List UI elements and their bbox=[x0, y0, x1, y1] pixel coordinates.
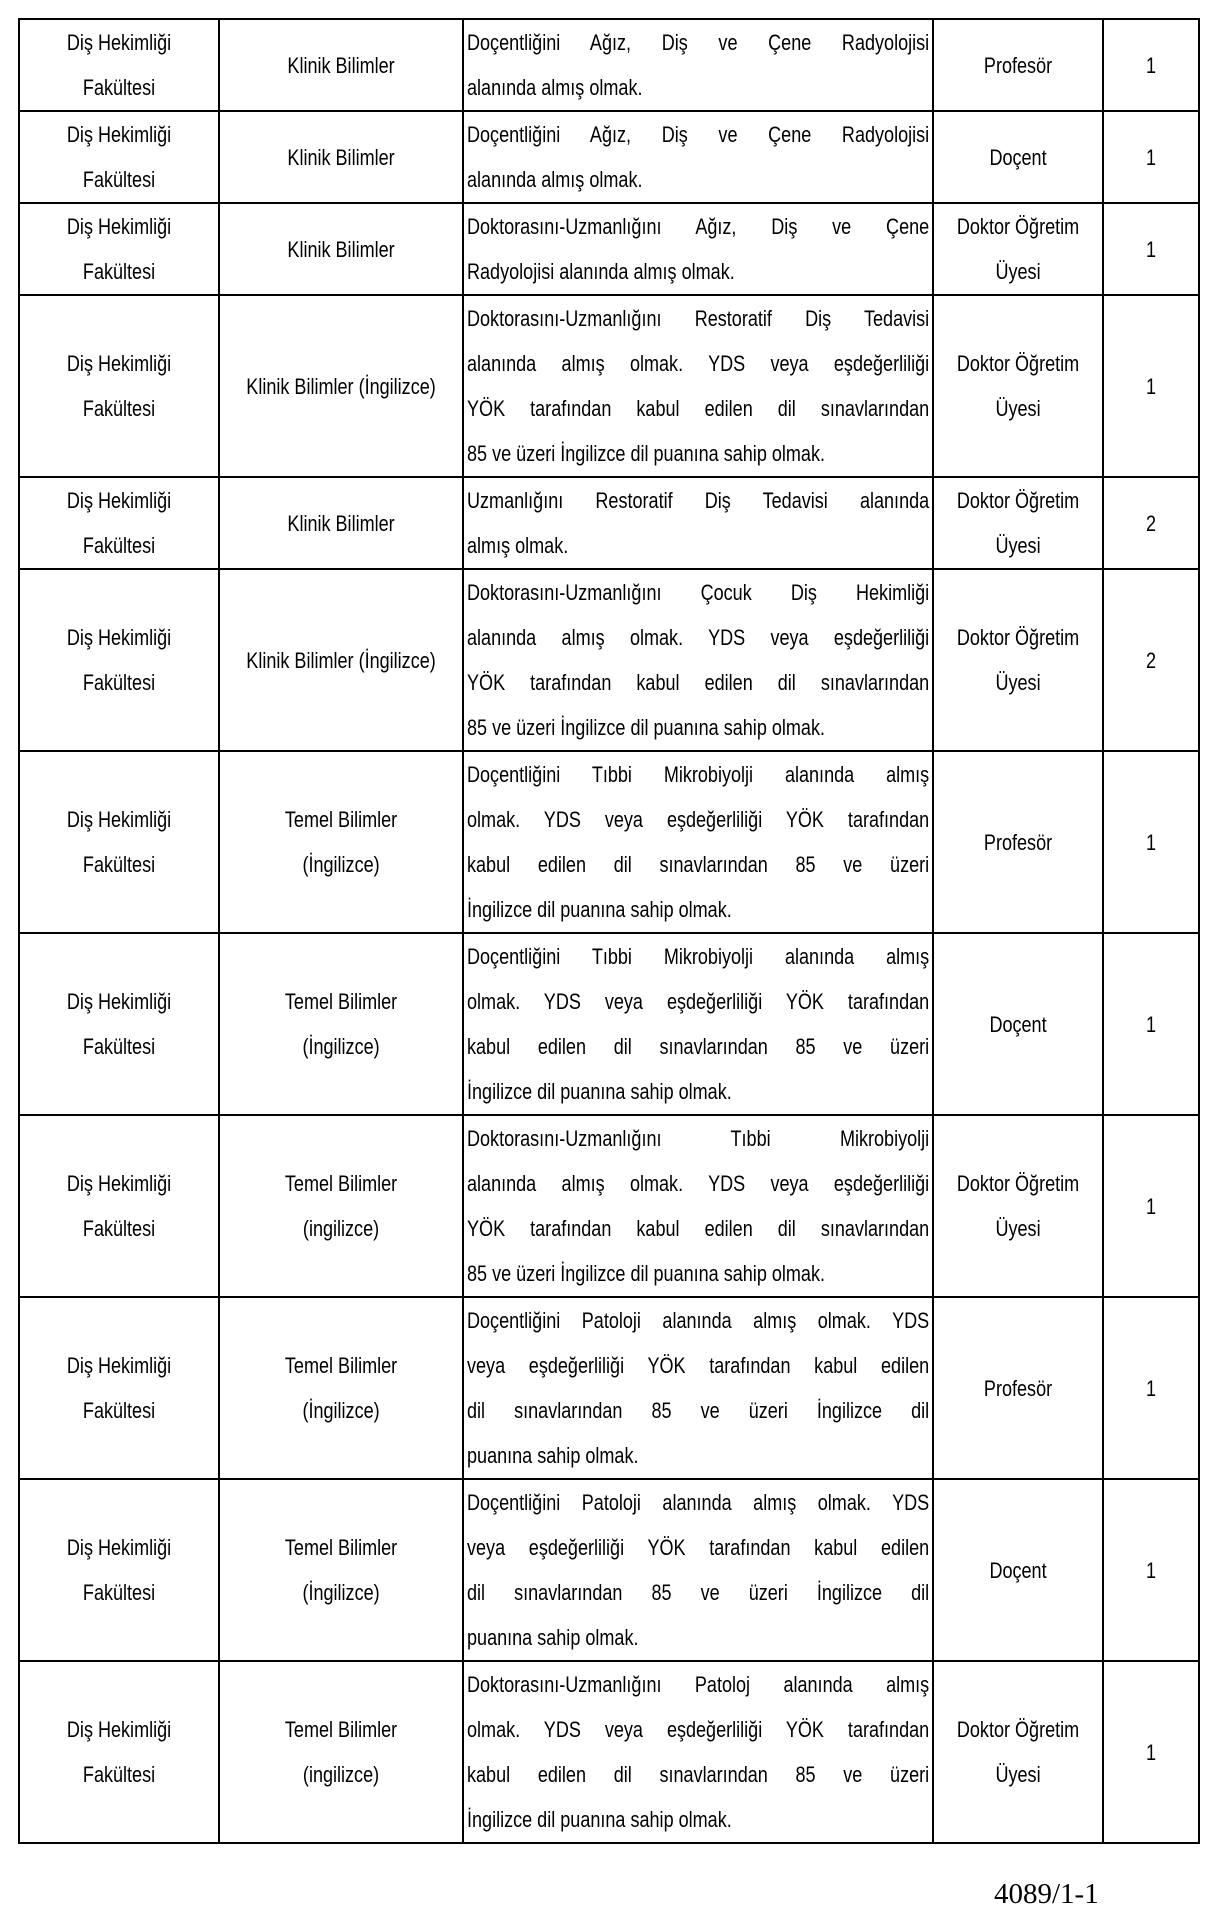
title-cell-line: Doktor Öğretim bbox=[956, 1171, 1080, 1196]
count-cell bbox=[1103, 751, 1199, 933]
department-cell-line: Klinik Bilimler bbox=[287, 510, 395, 536]
department-cell-line: Temel Bilimler bbox=[284, 1171, 398, 1196]
title-cell bbox=[933, 751, 1103, 933]
requirement-cell bbox=[463, 1661, 933, 1843]
faculty-cell-line: Diş Hekimliği bbox=[66, 1717, 172, 1742]
requirement-cell-line: İngilizce dil puanına sahip olmak. bbox=[467, 1079, 732, 1104]
faculty-cell-line: Diş Hekimliği bbox=[66, 807, 172, 832]
requirement-cell-line: 85 ve üzeri İngilizce dil puanına sahip olmak. bbox=[467, 715, 826, 740]
department-cell bbox=[219, 295, 463, 477]
title-cell-line: Üyesi bbox=[995, 259, 1041, 284]
department-cell-line: (ingilizce) bbox=[302, 1762, 380, 1787]
count-cell bbox=[1103, 1297, 1199, 1479]
count-cell bbox=[1103, 569, 1199, 751]
title-cell bbox=[933, 1479, 1103, 1661]
department-cell-line: (İngilizce) bbox=[302, 1580, 380, 1605]
department-cell-line: Klinik Bilimler (İngilizce) bbox=[246, 647, 436, 673]
count-cell-line: 1 bbox=[1145, 1739, 1157, 1765]
faculty-cell bbox=[19, 933, 219, 1115]
faculty-cell-line: Diş Hekimliği bbox=[66, 351, 172, 376]
department-cell bbox=[219, 1297, 463, 1479]
table-row bbox=[19, 203, 1199, 295]
table-row bbox=[19, 1479, 1199, 1661]
count-cell bbox=[1103, 933, 1199, 1115]
title-cell-line: Üyesi bbox=[995, 396, 1041, 421]
department-cell-line: Temel Bilimler bbox=[284, 1717, 398, 1742]
title-cell bbox=[933, 569, 1103, 751]
count-cell bbox=[1103, 19, 1199, 111]
faculty-cell-line: Diş Hekimliği bbox=[66, 122, 172, 147]
requirement-cell-line: Radyolojisi alanında almış olmak. bbox=[467, 259, 735, 284]
faculty-cell-line: Fakültesi bbox=[82, 852, 156, 877]
title-cell-line: Üyesi bbox=[995, 670, 1041, 695]
count-cell-line: 1 bbox=[1145, 52, 1157, 78]
title-cell-line: Doçent bbox=[989, 1011, 1047, 1037]
requirement-cell-line: Doçentliğini Tıbbi Mikrobiyolji alanında almış bbox=[467, 762, 930, 787]
faculty-cell-line: Fakültesi bbox=[82, 533, 156, 558]
requirement-cell bbox=[463, 295, 933, 477]
table-row bbox=[19, 569, 1199, 751]
title-cell bbox=[933, 933, 1103, 1115]
requirement-cell-line: Doçentliğini Patoloji alanında almış olmak. YDS bbox=[467, 1490, 930, 1515]
requirement-cell-line: alanında almış olmak. bbox=[467, 75, 643, 100]
count-cell bbox=[1103, 203, 1199, 295]
requirement-cell-line: Doktorasını-Uzmanlığını Patoloj alanında almış bbox=[467, 1672, 930, 1697]
faculty-cell bbox=[19, 1115, 219, 1297]
requirement-cell bbox=[463, 111, 933, 203]
faculty-cell-line: Fakültesi bbox=[82, 1216, 156, 1241]
title-cell-line: Doktor Öğretim bbox=[956, 488, 1080, 513]
count-cell-line: 1 bbox=[1145, 829, 1157, 855]
count-cell-line: 1 bbox=[1145, 1011, 1157, 1037]
faculty-cell bbox=[19, 1479, 219, 1661]
department-cell bbox=[219, 477, 463, 569]
faculty-cell-line: Diş Hekimliği bbox=[66, 625, 172, 650]
department-cell-line: (İngilizce) bbox=[302, 1398, 380, 1423]
department-cell bbox=[219, 203, 463, 295]
faculty-cell-line: Diş Hekimliği bbox=[66, 1535, 172, 1560]
faculty-cell bbox=[19, 1297, 219, 1479]
requirement-cell-line: Doktorasını-Uzmanlığını Tıbbi Mikrobiyolji bbox=[467, 1126, 930, 1151]
department-cell-line: (İngilizce) bbox=[302, 852, 380, 877]
count-cell bbox=[1103, 111, 1199, 203]
count-cell-line: 1 bbox=[1145, 373, 1157, 399]
requirement-cell-line: YÖK tarafından kabul edilen dil sınavlarından bbox=[467, 1216, 930, 1241]
positions-table bbox=[18, 18, 1200, 1844]
faculty-cell bbox=[19, 477, 219, 569]
requirement-cell-line: almış olmak. bbox=[467, 533, 569, 558]
title-cell-line: Doçent bbox=[989, 144, 1047, 170]
faculty-cell-line: Diş Hekimliği bbox=[66, 1353, 172, 1378]
requirement-cell bbox=[463, 751, 933, 933]
requirement-cell-line: İngilizce dil puanına sahip olmak. bbox=[467, 1807, 732, 1832]
faculty-cell-line: Fakültesi bbox=[82, 670, 156, 695]
requirement-cell-line: kabul edilen dil sınavlarından 85 ve üzeri bbox=[467, 1762, 930, 1787]
department-cell bbox=[219, 1115, 463, 1297]
requirement-cell-line: puanına sahip olmak. bbox=[467, 1443, 639, 1468]
requirement-cell-line: alanında almış olmak. bbox=[467, 167, 643, 192]
count-cell bbox=[1103, 1479, 1199, 1661]
department-cell-line: Klinik Bilimler (İngilizce) bbox=[246, 373, 436, 399]
faculty-cell bbox=[19, 295, 219, 477]
faculty-cell-line: Fakültesi bbox=[82, 396, 156, 421]
title-cell-line: Üyesi bbox=[995, 1762, 1041, 1787]
faculty-cell-line: Diş Hekimliği bbox=[66, 30, 172, 55]
table-row bbox=[19, 1115, 1199, 1297]
title-cell-line: Doktor Öğretim bbox=[956, 351, 1080, 376]
title-cell bbox=[933, 19, 1103, 111]
requirement-cell-line: Doktorasını-Uzmanlığını Çocuk Diş Hekimliği bbox=[467, 580, 930, 605]
faculty-cell-line: Diş Hekimliği bbox=[66, 989, 172, 1014]
count-cell-line: 1 bbox=[1145, 144, 1157, 170]
title-cell-line: Doktor Öğretim bbox=[956, 1717, 1080, 1742]
requirement-cell-line: alanında almış olmak. YDS veya eşdeğerliliği bbox=[467, 351, 930, 376]
title-cell-line: Doktor Öğretim bbox=[956, 214, 1080, 239]
title-cell bbox=[933, 1115, 1103, 1297]
count-cell bbox=[1103, 295, 1199, 477]
requirement-cell-line: Doçentliğini Patoloji alanında almış olmak. YDS bbox=[467, 1308, 930, 1333]
requirement-cell-line: YÖK tarafından kabul edilen dil sınavlarından bbox=[467, 670, 930, 695]
department-cell bbox=[219, 111, 463, 203]
faculty-cell-line: Fakültesi bbox=[82, 1580, 156, 1605]
requirement-cell-line: Doçentliğini Ağız, Diş ve Çene Radyolojisi bbox=[467, 30, 930, 55]
department-cell bbox=[219, 19, 463, 111]
requirement-cell-line: veya eşdeğerliliği YÖK tarafından kabul edilen bbox=[467, 1535, 930, 1560]
faculty-cell bbox=[19, 751, 219, 933]
title-cell-line: Doktor Öğretim bbox=[956, 625, 1080, 650]
requirement-cell-line: olmak. YDS veya eşdeğerliliği YÖK tarafından bbox=[467, 989, 930, 1014]
faculty-cell-line: Fakültesi bbox=[82, 1398, 156, 1423]
requirement-cell-line: Doçentliğini Ağız, Diş ve Çene Radyolojisi bbox=[467, 122, 930, 147]
department-cell-line: Temel Bilimler bbox=[284, 807, 398, 832]
department-cell bbox=[219, 569, 463, 751]
requirement-cell-line: Doktorasını-Uzmanlığını Restoratif Diş Tedavisi bbox=[467, 306, 930, 331]
department-cell-line: Klinik Bilimler bbox=[287, 236, 395, 262]
count-cell-line: 1 bbox=[1145, 1375, 1157, 1401]
department-cell-line: Klinik Bilimler bbox=[287, 52, 395, 78]
count-cell-line: 1 bbox=[1145, 1193, 1157, 1219]
requirement-cell-line: alanında almış olmak. YDS veya eşdeğerliliği bbox=[467, 1171, 930, 1196]
table-row bbox=[19, 111, 1199, 203]
title-cell-line: Doçent bbox=[989, 1557, 1047, 1583]
faculty-cell bbox=[19, 19, 219, 111]
requirement-cell bbox=[463, 1115, 933, 1297]
requirement-cell bbox=[463, 1479, 933, 1661]
title-cell bbox=[933, 1297, 1103, 1479]
requirement-cell-line: Doktorasını-Uzmanlığını Ağız, Diş ve Çene bbox=[467, 214, 930, 239]
count-cell bbox=[1103, 477, 1199, 569]
table-row bbox=[19, 933, 1199, 1115]
count-cell-line: 1 bbox=[1145, 236, 1157, 262]
department-cell bbox=[219, 1661, 463, 1843]
count-cell-line: 1 bbox=[1145, 1557, 1157, 1583]
faculty-cell-line: Fakültesi bbox=[82, 259, 156, 284]
faculty-cell bbox=[19, 569, 219, 751]
department-cell-line: Klinik Bilimler bbox=[287, 144, 395, 170]
department-cell bbox=[219, 751, 463, 933]
faculty-cell-line: Fakültesi bbox=[82, 1762, 156, 1787]
requirement-cell-line: dil sınavlarından 85 ve üzeri İngilizce dil bbox=[467, 1580, 930, 1605]
faculty-cell-line: Diş Hekimliği bbox=[66, 214, 172, 239]
faculty-cell-line: Diş Hekimliği bbox=[66, 1171, 172, 1196]
department-cell-line: (İngilizce) bbox=[302, 1034, 380, 1059]
requirement-cell-line: dil sınavlarından 85 ve üzeri İngilizce dil bbox=[467, 1398, 930, 1423]
table-row bbox=[19, 19, 1199, 111]
requirement-cell-line: puanına sahip olmak. bbox=[467, 1625, 639, 1650]
faculty-cell bbox=[19, 203, 219, 295]
requirement-cell bbox=[463, 569, 933, 751]
table-row bbox=[19, 751, 1199, 933]
requirement-cell-line: kabul edilen dil sınavlarından 85 ve üzeri bbox=[467, 852, 930, 877]
title-cell-line: Profesör bbox=[983, 1375, 1053, 1401]
table-row bbox=[19, 1661, 1199, 1843]
requirement-cell-line: Uzmanlığını Restoratif Diş Tedavisi alanında bbox=[467, 488, 930, 513]
faculty-cell bbox=[19, 111, 219, 203]
faculty-cell-line: Fakültesi bbox=[82, 167, 156, 192]
requirement-cell-line: olmak. YDS veya eşdeğerliliği YÖK tarafından bbox=[467, 807, 930, 832]
requirement-cell bbox=[463, 933, 933, 1115]
title-cell bbox=[933, 1661, 1103, 1843]
page-reference: 4089/1-1 bbox=[994, 1878, 1099, 1910]
requirement-cell bbox=[463, 477, 933, 569]
table-row bbox=[19, 295, 1199, 477]
department-cell-line: Temel Bilimler bbox=[284, 1353, 398, 1378]
title-cell-line: Üyesi bbox=[995, 533, 1041, 558]
faculty-cell-line: Diş Hekimliği bbox=[66, 488, 172, 513]
requirement-cell bbox=[463, 203, 933, 295]
department-cell-line: Temel Bilimler bbox=[284, 1535, 398, 1560]
department-cell bbox=[219, 933, 463, 1115]
faculty-cell-line: Fakültesi bbox=[82, 1034, 156, 1059]
title-cell-line: Profesör bbox=[983, 829, 1053, 855]
requirement-cell-line: veya eşdeğerliliği YÖK tarafından kabul edilen bbox=[467, 1353, 930, 1378]
requirement-cell bbox=[463, 1297, 933, 1479]
department-cell-line: (ingilizce) bbox=[302, 1216, 380, 1241]
title-cell bbox=[933, 295, 1103, 477]
title-cell bbox=[933, 477, 1103, 569]
faculty-cell-line: Fakültesi bbox=[82, 75, 156, 100]
positions-table-body bbox=[19, 19, 1199, 1843]
faculty-cell bbox=[19, 1661, 219, 1843]
title-cell bbox=[933, 203, 1103, 295]
requirement-cell bbox=[463, 19, 933, 111]
requirement-cell-line: kabul edilen dil sınavlarından 85 ve üzeri bbox=[467, 1034, 930, 1059]
count-cell-line: 2 bbox=[1145, 510, 1157, 536]
title-cell-line: Üyesi bbox=[995, 1216, 1041, 1241]
requirement-cell-line: YÖK tarafından kabul edilen dil sınavlarından bbox=[467, 396, 930, 421]
title-cell-line: Profesör bbox=[983, 52, 1053, 78]
count-cell-line: 2 bbox=[1145, 647, 1157, 673]
requirement-cell-line: alanında almış olmak. YDS veya eşdeğerliliği bbox=[467, 625, 930, 650]
count-cell bbox=[1103, 1661, 1199, 1843]
requirement-cell-line: İngilizce dil puanına sahip olmak. bbox=[467, 897, 732, 922]
department-cell-line: Temel Bilimler bbox=[284, 989, 398, 1014]
requirement-cell-line: Doçentliğini Tıbbi Mikrobiyolji alanında almış bbox=[467, 944, 930, 969]
requirement-cell-line: 85 ve üzeri İngilizce dil puanına sahip olmak. bbox=[467, 441, 826, 466]
requirement-cell-line: 85 ve üzeri İngilizce dil puanına sahip olmak. bbox=[467, 1261, 826, 1286]
count-cell bbox=[1103, 1115, 1199, 1297]
table-row bbox=[19, 477, 1199, 569]
table-row bbox=[19, 1297, 1199, 1479]
department-cell bbox=[219, 1479, 463, 1661]
title-cell bbox=[933, 111, 1103, 203]
requirement-cell-line: olmak. YDS veya eşdeğerliliği YÖK tarafından bbox=[467, 1717, 930, 1742]
